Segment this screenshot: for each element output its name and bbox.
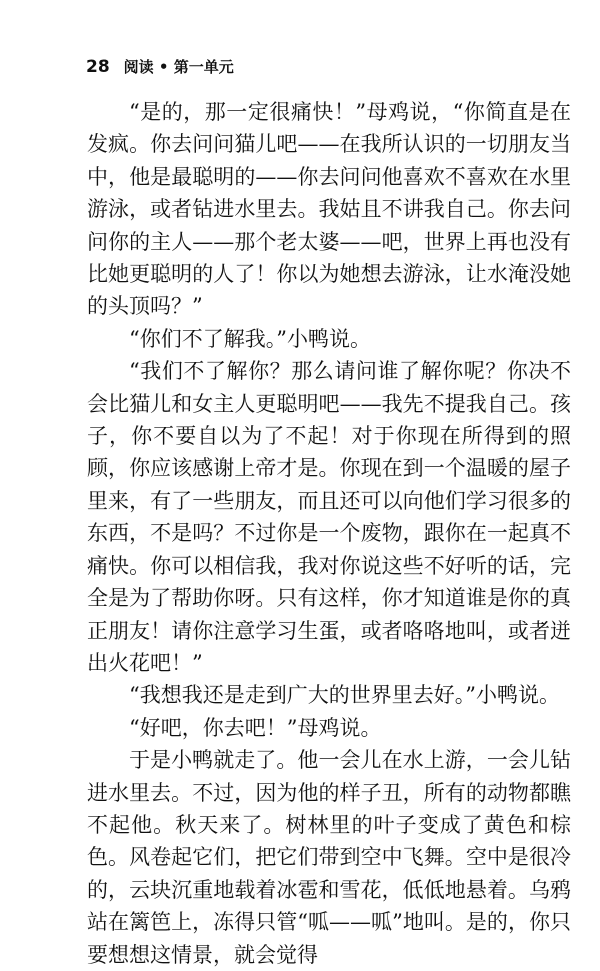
paragraph: “我们不了解你？那么请问谁了解你呢？你决不会比猫儿和女主人更聪明吧——我先不提我自己。孩子，你不要自以为了不起！对于你现在所得到的照顾，你应该感谢上帝才是。你现在到一个温暖的屋子里来，有了一些朋友，而且还可以向他们学习很多的东西，不是吗？不过你是一个废物，跟你在一起真不痛快。你可以相信我，我对你说这些不好听的话，完全是为了帮助你呀。只有这样，你才知道谁是你的真正朋友！请你注意学习生蛋，或者咯咯地叫，或者迸出火花吧！”	[87, 359, 571, 675]
paragraph: 于是小鸭就走了。他一会儿在水上游，一会儿钻进水里去。不过，因为他的样子丑，所有的动物都瞧不起他。秋天来了。树林里的叶子变成了黄色和棕色。风卷起它们，把它们带到空中飞舞。空中是很冷的，云块沉重地载着冰雹和雪花，低低地悬着。乌鸦站在篱笆上，冻得只管“呱——呱”地叫。是的，你只要想想这情景，就会觉得	[87, 748, 571, 967]
paragraph: “你们不了解我。”小鸭说。	[129, 326, 371, 351]
page-number: 28	[86, 57, 110, 77]
body-text	[87, 96, 571, 971]
section-title: 阅读 • 第一单元	[123, 58, 234, 76]
paragraph: “是的，那一定很痛快！”母鸡说，“你简直是在发疯。你去问问猫儿吧——在我所认识的一切朋友当中，他是最聪明的——你去问问他喜欢不喜欢在水里游泳，或者钻进水里去。我姑且不讲我自己。你去问问你的主人——那个老太婆——吧，世界上再也没有比她更聪明的人了！你以为她想去游泳，让水淹没她的头顶吗？”	[87, 100, 571, 319]
page-header	[86, 56, 234, 80]
paragraph: “好吧，你去吧！”母鸡说。	[129, 715, 382, 740]
paragraph: “我想我还是走到广大的世界里去好。”小鸭说。	[129, 683, 560, 708]
